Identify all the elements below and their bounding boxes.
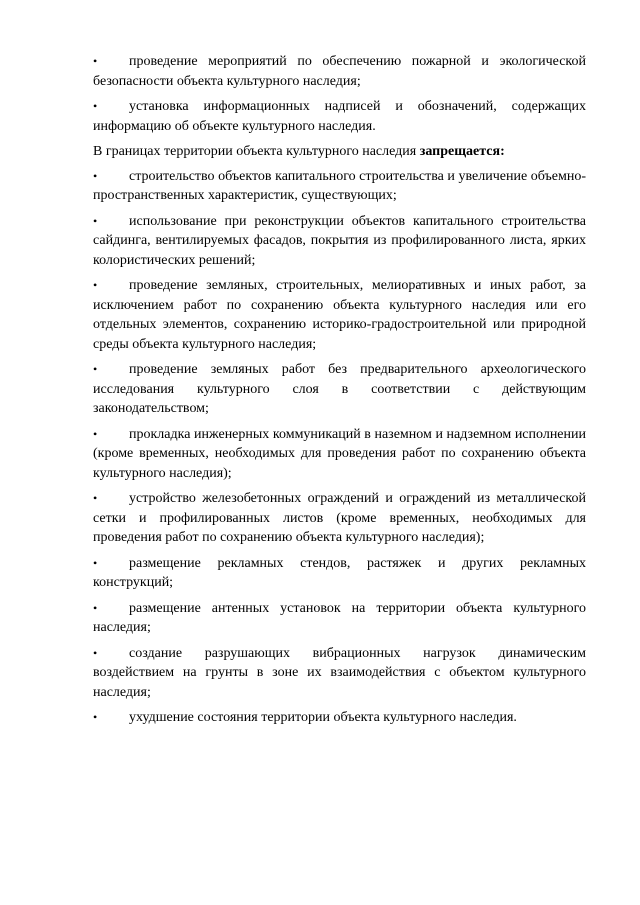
list-item <box>93 52 586 91</box>
list-item-text: строительство объектов капитального строительства и увеличение объемно-пространственных характеристик, существующих; <box>93 168 586 203</box>
bullet-icon: • <box>93 54 98 68</box>
bullet-icon: • <box>93 645 98 660</box>
list-item-text: использование при реконструкции объектов капитального строительства сайдинга, вентилируемых фасадов, покрытия из профилированного листа, ярких колористических решений; <box>93 213 586 268</box>
bullet-icon: • <box>93 710 98 724</box>
list-item-text: прокладка инженерных коммуникаций в наземном и надземном исполнении (кроме временных, необходимых для проведения работ по сохранению объекта культурного наследия); <box>93 426 586 481</box>
list-item <box>93 97 586 136</box>
bullet-icon: • <box>93 213 98 228</box>
bullet-icon: • <box>93 491 98 505</box>
bullet-icon: • <box>93 600 98 615</box>
list-item-text: проведение земляных, строительных, мелиоративных и иных работ, за исключением работ по сохранению объекта культурного наследия или его отдельных элементов, сохранению историко-градостроительной или природной среды объекта культурного наследия; <box>93 278 586 352</box>
list-item <box>93 644 586 703</box>
list-item-text: устройство железобетонных ограждений и ограждений из металлической сетки и профилированных листов (кроме временных, необходимых для проведения работ по сохранению объекта культурного наследия); <box>93 491 586 545</box>
bullet-icon: • <box>93 168 98 183</box>
bullet-icon: • <box>93 362 98 376</box>
prohibition-bold: запрещается: <box>419 144 505 159</box>
bullet-icon: • <box>93 426 98 441</box>
list-item-text: проведение мероприятий по обеспечению пожарной и экологической безопасности объекта культурного наследия; <box>93 54 586 89</box>
list-item <box>93 425 586 484</box>
list-item <box>93 554 586 593</box>
list-item <box>93 489 586 548</box>
list-item-text: размещение рекламных стендов, растяжек и других рекламных конструкций; <box>93 555 586 590</box>
document-body <box>93 52 586 734</box>
list-item-text: ухудшение состояния территории объекта культурного наследия. <box>129 710 517 725</box>
list-item <box>93 708 586 728</box>
prohibition-heading <box>93 142 586 162</box>
list-item <box>93 360 586 419</box>
bullet-icon: • <box>93 278 98 292</box>
prohibition-intro: В границах территории объекта культурного наследия <box>93 144 417 159</box>
bullet-icon: • <box>93 555 98 570</box>
list-item <box>93 276 586 354</box>
list-item <box>93 212 586 271</box>
list-item <box>93 167 586 206</box>
list-item-text: размещение антенных установок на территории объекта культурного наследия; <box>93 600 586 635</box>
list-item-text: проведение земляных работ без предварительного археологического исследования культурного слоя в соответствии с действующим законодательством; <box>93 362 586 416</box>
list-item-text: установка информационных надписей и обозначений, содержащих информацию об объекте культурного наследия. <box>93 99 586 134</box>
list-item-text: создание разрушающих вибрационных нагрузок динамическим воздействием на грунты в зоне их взаимодействия с объектом культурного наследия; <box>93 645 586 700</box>
bullet-icon: • <box>93 99 98 113</box>
list-item <box>93 599 586 638</box>
